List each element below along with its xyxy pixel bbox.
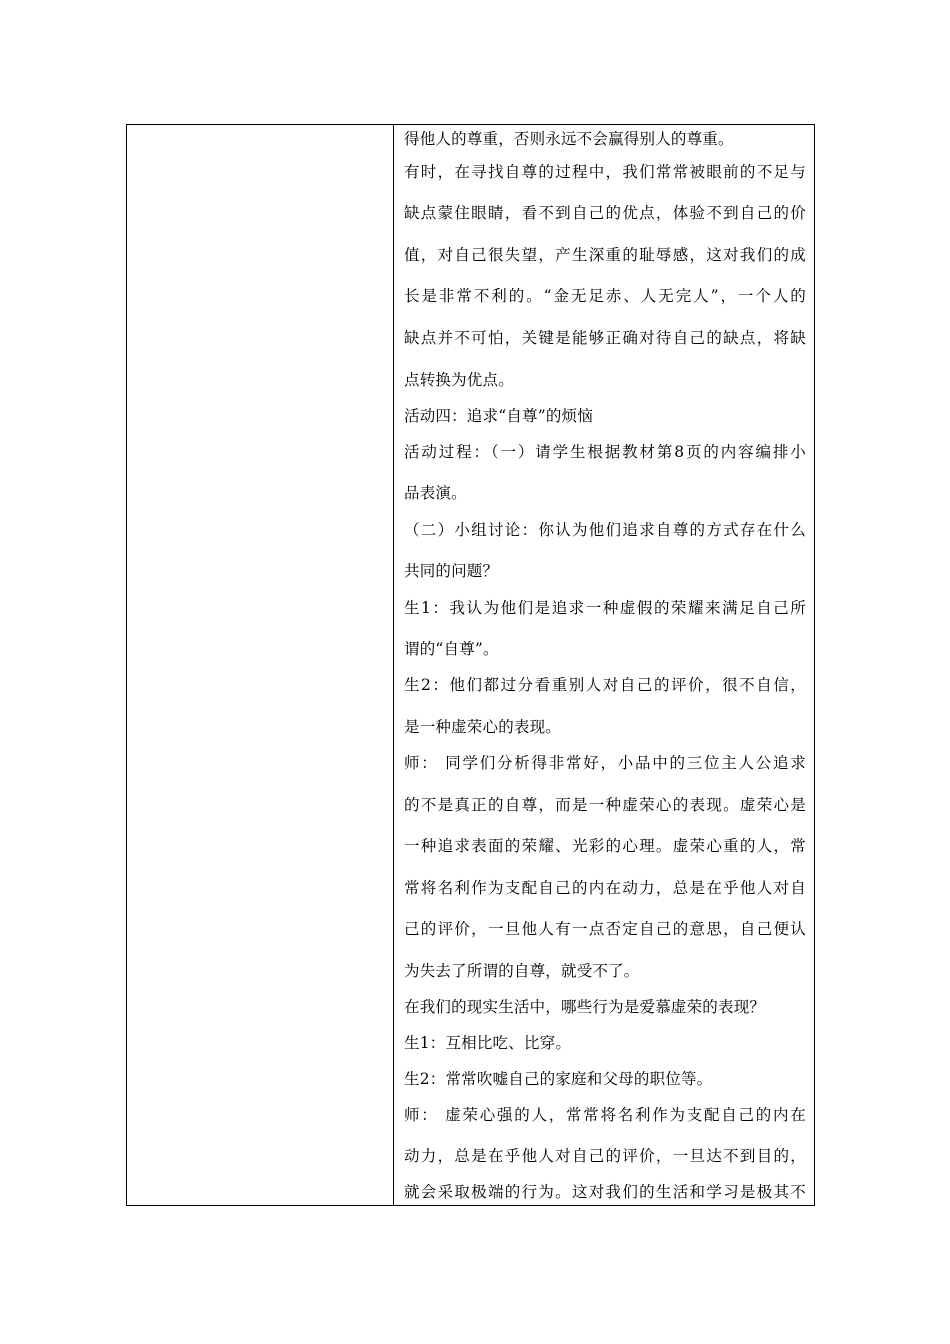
text-line: 长是非常不利的。“金无足赤、人无完人”，一个人的 xyxy=(404,287,806,305)
text-line: 缺点蒙住眼睛，看不到自己的优点，体验不到自己的价 xyxy=(404,204,806,222)
text-line: 师： 同学们分析得非常好，小品中的三位主人公追求 xyxy=(404,754,806,772)
text-line: 得他人的尊重，否则永远不会赢得别人的尊重。 xyxy=(404,130,734,148)
text-line: 的不是真正的自尊，而是一种虚荣心的表现。虚荣心是 xyxy=(404,796,806,814)
text-line: 一种追求表面的荣耀、光彩的心理。虚荣心重的人，常 xyxy=(404,837,806,855)
text-line: 点转换为优点。 xyxy=(404,371,514,389)
text-line: 是一种虚荣心的表现。 xyxy=(404,718,562,736)
text-line: （二）小组讨论：你认为他们追求自尊的方式存在什么 xyxy=(404,521,806,539)
text-line: 生1：我认为他们是追求一种虚假的荣耀来满足自己所 xyxy=(404,599,806,617)
text-line: 就会采取极端的行为。这对我们的生活和学习是极其不 xyxy=(404,1183,806,1201)
text-line: 缺点并不可怕，关键是能够正确对待自己的缺点，将缺 xyxy=(404,329,806,347)
text-line: 生2：常常吹嘘自己的家庭和父母的职位等。 xyxy=(404,1070,713,1088)
text-line: 为失去了所谓的自尊，就受不了。 xyxy=(404,962,640,980)
text-line: 生2：他们都过分看重别人对自己的评价，很不自信， xyxy=(404,676,806,694)
text-line: 动力，总是在乎他人对自己的评价，一旦达不到目的， xyxy=(404,1147,806,1165)
left-column-cell xyxy=(127,125,394,1205)
text-line: 共同的问题？ xyxy=(404,562,499,580)
text-line: 在我们的现实生活中，哪些行为是爱慕虚荣的表现？ xyxy=(404,998,766,1016)
text-line: 生1：互相比吃、比穿。 xyxy=(404,1034,572,1052)
text-line: 谓的“自尊”。 xyxy=(404,640,499,658)
text-line: 活动过程：（一）请学生根据教材第8页的内容编排小 xyxy=(404,443,806,461)
content-cell xyxy=(394,125,814,1205)
text-line: 值，对自己很失望，产生深重的耻辱感，这对我们的成 xyxy=(404,246,806,264)
text-line: 常将名利作为支配自己的内在动力，总是在乎他人对自 xyxy=(404,879,806,897)
text-line: 有时，在寻找自尊的过程中，我们常常被眼前的不足与 xyxy=(404,163,806,181)
text-line: 己的评价，一旦他人有一点否定自己的意思，自己便认 xyxy=(404,920,806,938)
text-line: 活动四：追求“自尊”的烦恼 xyxy=(404,407,593,425)
document-table xyxy=(126,124,815,1206)
text-line: 师： 虚荣心强的人，常常将名利作为支配自己的内在 xyxy=(404,1106,806,1124)
text-line: 品表演。 xyxy=(404,484,467,502)
